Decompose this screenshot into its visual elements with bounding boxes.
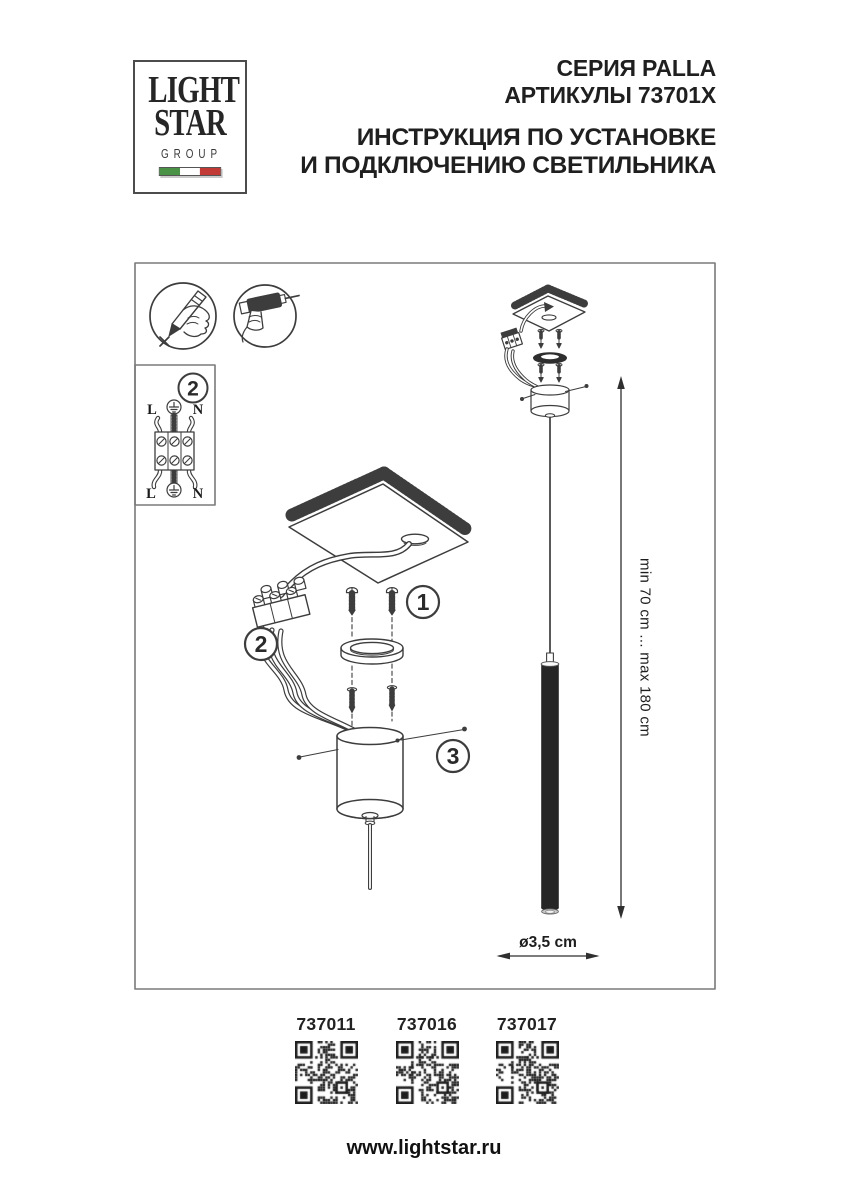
terminal-strip xyxy=(155,432,194,470)
website-url: www.lightstar.ru xyxy=(346,1137,502,1159)
qr-code-icon xyxy=(396,1041,459,1104)
assembled-view xyxy=(497,289,654,960)
logo-line-group: GROUP xyxy=(161,146,222,161)
canopy xyxy=(337,728,403,825)
wiring-diagram xyxy=(135,365,215,505)
product-code: 737011 xyxy=(296,1014,356,1034)
series-title: СЕРИЯ PALLA xyxy=(556,55,716,81)
guide-lines xyxy=(352,618,392,728)
callout-step3: 3 xyxy=(446,743,460,769)
label-neutral-bottom: N xyxy=(192,486,204,502)
label-live-bottom: L xyxy=(146,486,156,502)
instruction-title xyxy=(300,124,716,179)
qr-code-icon xyxy=(295,1041,358,1104)
qr-code-icon xyxy=(496,1041,559,1104)
pendant-tube xyxy=(541,662,559,915)
product-code: 737017 xyxy=(496,1014,558,1034)
flag-green xyxy=(160,168,180,175)
height-dimension-label: min 70 cm ... max 180 cm xyxy=(636,558,654,737)
diagram-border xyxy=(135,263,715,989)
label-neutral-top: N xyxy=(192,402,204,418)
product-qr-737016 xyxy=(389,1014,465,1104)
callout-step2: 2 xyxy=(254,631,268,657)
installation-diagram xyxy=(134,262,716,990)
mounting-screws xyxy=(347,588,398,615)
articles-title: АРТИКУЛЫ 73701X xyxy=(504,82,716,108)
terminal-block xyxy=(248,576,312,627)
logo-line-light: LIGHT xyxy=(148,69,240,111)
product-code: 737016 xyxy=(396,1014,458,1034)
lightstar-logo xyxy=(133,60,247,194)
flag-red xyxy=(200,168,220,175)
callout-step1: 1 xyxy=(416,589,430,615)
canopy-small xyxy=(520,384,589,417)
diameter-dimension xyxy=(497,934,600,959)
italian-flag-icon xyxy=(159,167,221,176)
header xyxy=(300,55,716,179)
mounting-ring xyxy=(341,639,403,664)
height-dimension xyxy=(617,376,653,919)
mark-drill-holes-icon xyxy=(150,283,216,349)
label-live-top: L xyxy=(147,402,157,418)
wall-anchors xyxy=(347,686,396,713)
instruction-line-2: И ПОДКЛЮЧЕНИЮ СВЕТИЛЬНИКА xyxy=(300,151,716,179)
product-qr-737011 xyxy=(288,1014,364,1104)
diameter-dimension-label: ø3,5 cm xyxy=(519,934,577,951)
exploded-view xyxy=(245,473,469,888)
logo-line-star: STAR xyxy=(154,102,226,144)
earth-icon xyxy=(167,483,181,497)
callout-step2: 2 xyxy=(187,377,199,401)
logo-text xyxy=(148,62,240,176)
terminal-block-small xyxy=(500,328,522,350)
instruction-line-1: ИНСТРУКЦИЯ ПО УСТАНОВКЕ xyxy=(356,124,716,151)
flag-white xyxy=(180,168,200,175)
power-drill-icon xyxy=(234,285,300,347)
earth-icon xyxy=(167,400,181,414)
ceiling-hole xyxy=(402,534,429,544)
product-qr-737017 xyxy=(489,1014,565,1104)
